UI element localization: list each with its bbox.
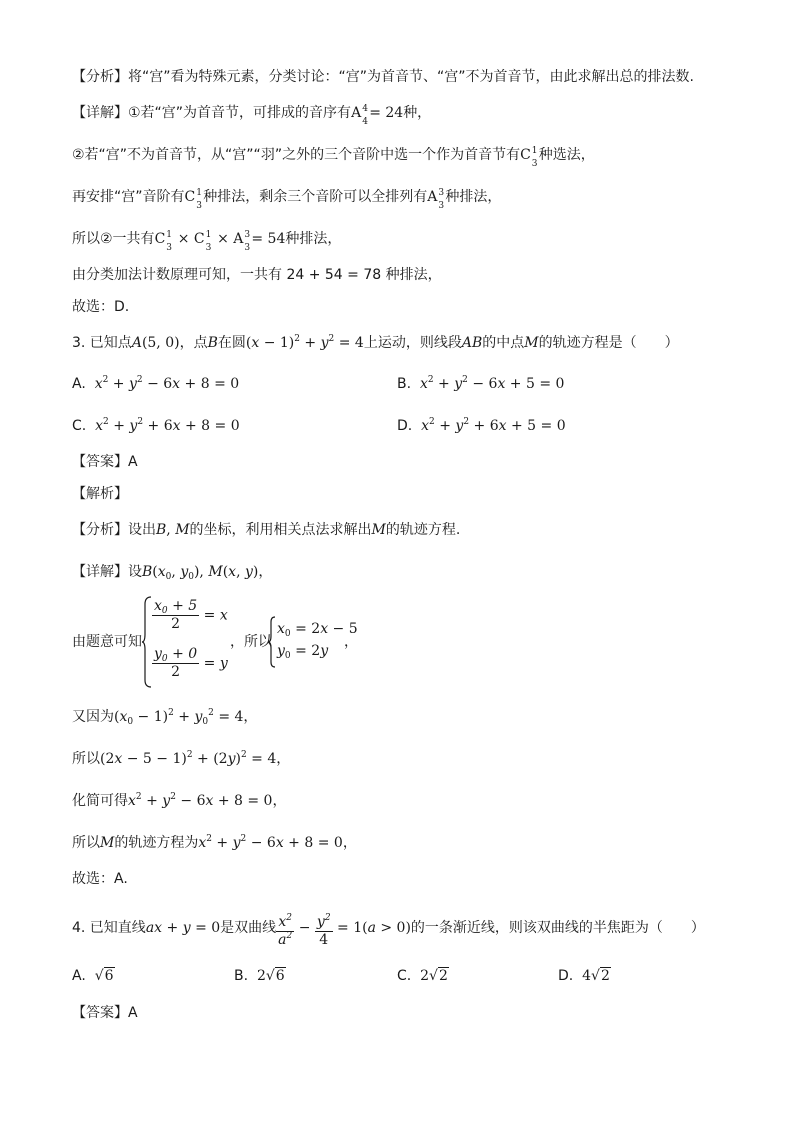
q3-choose: 故选：A. (72, 871, 128, 887)
q3-option-b: B. $x^2 + y^2 - 6x + 5 = 0$ (397, 375, 565, 392)
q3-analysis: 【分析】设出B, M的坐标，利用相关点法求解出M的轨迹方程. (72, 522, 461, 538)
p2-choose: 故选：D. (72, 299, 130, 315)
q3-so: 所以$(2x - 5 - 1)^2 + (2y)^2 = 4$， (72, 750, 291, 767)
sys1-eq1: $\frac{x_0 + 5}{2}$ = x (154, 598, 228, 632)
q4-option-a: A. √6 (72, 968, 114, 984)
p2-detail-line3: 再安排“宫”音阶有C 1 3 种排法，剩余三个音阶可以全排列有A 3 3 种排法， (72, 188, 502, 211)
p2-analysis-line (72, 67, 694, 87)
q3-simplify: 化简可得$x^2 + y^2 - 6x + 8 = 0$， (72, 792, 287, 809)
q3-option-d: D. $x^2 + y^2 + 6x + 5 = 0$ (397, 417, 566, 434)
q4-option-d: D. 4√2 (558, 968, 610, 984)
q3-explain-tag: 【解析】 (72, 486, 128, 502)
q4-stem: 4. 已知直线ax + y = 0是双曲线 $\frac{x^2}{a^2}$ − $\frac{y^2}{4}$ = 1(a > 0)的一条渐近线，则该双曲线的半焦距为（ ） (72, 913, 705, 948)
q4-answer: 【答案】A (72, 1005, 138, 1021)
q3-again: 又因为$(x_0 - 1)^2 + y_0^2 = 4$， (72, 708, 258, 727)
tag-detail: 【详解】 (72, 105, 128, 121)
p2-detail-line1: 【详解】①若“宫”为首音节，可排成的音序有A 4 4 = 24种， (72, 104, 432, 127)
tag-analysis: 【分析】 (72, 69, 128, 85)
q4-option-b: B. 2√6 (234, 968, 285, 984)
q3-system-mid: ，所以 (230, 634, 272, 650)
math-A44: A 4 4 (351, 104, 368, 127)
brace-left-1 (142, 596, 152, 688)
sys2: $x_0 = 2x - 5$ $y_0 = 2y$ (277, 621, 358, 661)
q3-stem: 3. 已知点A(5, 0)，点B在圆$(x - 1)^2 + y^2 = 4$上运动，则线段AB的中点M的轨迹方程是（ ） (72, 334, 679, 351)
p2-detail-line5: 由分类加法计数原理可知，一共有 24 + 54 = 78 种排法， (72, 267, 442, 283)
p2-detail-line2: ②若“宫”不为首音节，从“宫”“羽”之外的三个音阶中选一个作为首音节有C 1 3 种选法， (72, 146, 595, 169)
q3-trajectory: 所以M的轨迹方程为$x^2 + y^2 - 6x + 8 = 0$， (72, 834, 357, 851)
q4-option-c: C. 2√2 (397, 968, 448, 984)
q3-system-tail: ， (344, 634, 358, 650)
q3-system-lead: 由题意可知 (72, 634, 142, 650)
brace-left-2 (268, 616, 276, 668)
q3-detail-set: 【详解】设$B(x_0$, $y_0$), M(x, y)， (72, 564, 273, 582)
q3-option-a: A. $x^2 + y^2 - 6x + 8 = 0$ (72, 375, 240, 392)
math-C31: C 1 3 (520, 146, 538, 169)
q3-answer: 【答案】A (72, 454, 138, 470)
sys1-eq2: $\frac{y_0 + 0}{2}$ = y (154, 646, 228, 680)
p2-detail-line4: 所以②一共有C 1 3 × C 1 3 × A 3 3 = 54种排法， (72, 230, 342, 253)
q3-option-c: C. $x^2 + y^2 + 6x + 8 = 0$ (72, 417, 240, 434)
p2-analysis-text: 将“宫”看为特殊元素，分类讨论：“宫”为首音节、“宫”不为首音节，由此求解出总的排法数. (128, 69, 694, 85)
